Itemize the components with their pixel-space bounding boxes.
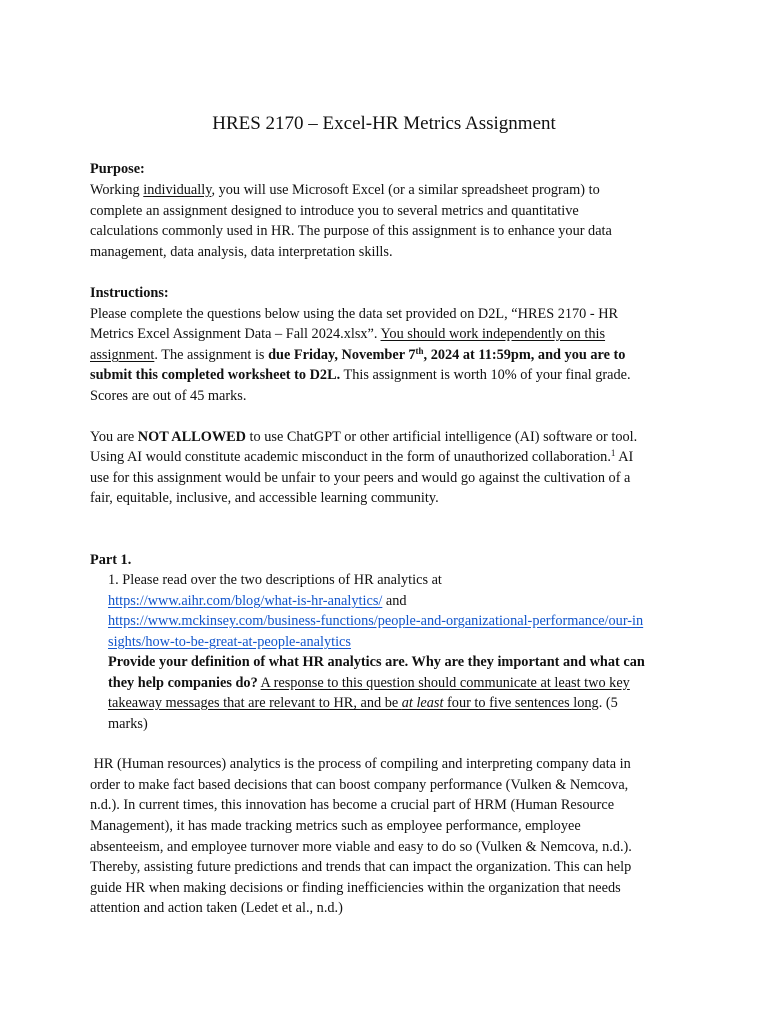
question-marks: . (5: [598, 695, 618, 711]
instructions-line-4: [90, 365, 631, 386]
instructions-text: Metrics Excel Assignment Data – Fall 2024.xlsx”.: [90, 326, 381, 342]
answer-line-3: n.d.). In current times, this innovation has become a crucial part of HRM (Human Resource: [90, 797, 615, 813]
ai-line-2: [90, 447, 633, 468]
part1-heading: Part 1.: [90, 552, 132, 568]
answer-line-4: Management), it has made tracking metrics such as employee performance, employee: [90, 818, 581, 834]
question-1-prompt-line-1: Provide your definition of what HR analytics are. Why are they important and what can: [108, 654, 645, 670]
answer-line-8: attention and action taken (Ledet et al., n.d.): [90, 900, 343, 916]
instructions-emphasis: You should work independently on this: [380, 326, 606, 342]
purpose-line-4: management, data analysis, data interpretation skills.: [90, 244, 393, 260]
instructions-line-5: Scores are out of 45 marks.: [90, 388, 247, 404]
instructions-text: This assignment is worth 10% of your final grade.: [340, 367, 631, 383]
purpose-line-2: complete an assignment designed to introduce you to several metrics and quantitative: [90, 203, 579, 219]
question-1-line-4: [108, 632, 351, 653]
instructions-line-3: [90, 345, 625, 366]
purpose-emphasis: individually: [143, 182, 212, 198]
footnote-marker: 1: [610, 448, 616, 458]
answer-line-2: order to make fact based decisions that can boost company performance (Vulken & Nemcova,: [90, 777, 629, 793]
document-title: HRES 2170 – Excel-HR Metrics Assignment: [212, 113, 556, 134]
answer-line-1: HR (Human resources) analytics is the process of compiling and interpreting company data in: [90, 756, 631, 772]
question-1-line-1: 1. Please read over the two descriptions of HR analytics at: [108, 572, 442, 588]
purpose-text: , you will use Microsoft Excel (or a similar spreadsheet program) to: [211, 182, 600, 198]
instructions-heading: Instructions:: [90, 285, 169, 301]
ai-emphasis: NOT ALLOWED: [137, 429, 246, 445]
instructions-line-2: [90, 324, 605, 345]
ai-text: AI: [615, 449, 634, 465]
purpose-text: Working: [90, 182, 144, 198]
answer-line-5: absenteeism, and employee turnover more viable and easy to do so (Vulken & Nemcova, n.d.).: [90, 839, 632, 855]
ai-text: You are: [90, 429, 138, 445]
question-requirement-emphasis: at least: [401, 695, 444, 711]
instructions-line-1: Please complete the questions below using the data set provided on D2L, “HRES 2170 - HR: [90, 306, 619, 322]
ai-line-3: use for this assignment would be unfair to your peers and would go against the cultivation of a: [90, 470, 631, 486]
answer-line-7: guide HR when making decisions or finding inefficiencies within the organization that needs: [90, 880, 621, 896]
ai-text: Using AI would constitute academic misconduct in the form of unauthorized collaboration.: [90, 449, 611, 465]
aihr-link[interactable]: https://www.aihr.com/blog/what-is-hr-analytics/: [108, 593, 383, 609]
purpose-line-3: calculations commonly used in HR. The purpose of this assignment is to enhance your data: [90, 223, 612, 239]
question-requirement: takeaway messages that are relevant to HR, and be: [108, 695, 402, 711]
submission-note: submit this completed worksheet to D2L.: [90, 367, 341, 383]
question-prompt: they help companies do?: [108, 675, 258, 691]
ai-text: to use ChatGPT or other artificial intelligence (AI) software or tool.: [245, 429, 638, 445]
question-1-prompt-line-4: marks): [108, 716, 148, 732]
mckinsey-link[interactable]: https://www.mckinsey.com/business-functions/people-and-organizational-performance/our-in: [108, 613, 644, 629]
answer-line-6: Thereby, assisting future predictions and trends that can impact the organization. This can help: [90, 859, 632, 875]
question-requirement: A response to this question should communicate at least two key: [260, 675, 630, 691]
due-date: due Friday, November 7: [268, 347, 416, 363]
question-1-prompt-line-3: [108, 693, 618, 714]
due-date-ordinal: th: [415, 346, 424, 356]
question-text: and: [382, 593, 407, 609]
question-1-line-3: [108, 611, 643, 632]
ai-line-4: fair, equitable, inclusive, and accessible learning community.: [90, 490, 439, 506]
purpose-line-1: [90, 180, 600, 201]
question-1-line-2: [108, 591, 407, 612]
question-requirement: four to five sentences long: [443, 695, 599, 711]
due-time: , 2024 at 11:59pm, and you are to: [423, 347, 626, 363]
question-1-prompt-line-2: [108, 673, 630, 694]
purpose-heading: Purpose:: [90, 161, 145, 177]
instructions-emphasis: assignment: [90, 347, 155, 363]
mckinsey-link-continued[interactable]: sights/how-to-be-great-at-people-analytics: [108, 634, 351, 650]
ai-line-1: [90, 427, 637, 448]
instructions-text: . The assignment is: [154, 347, 269, 363]
